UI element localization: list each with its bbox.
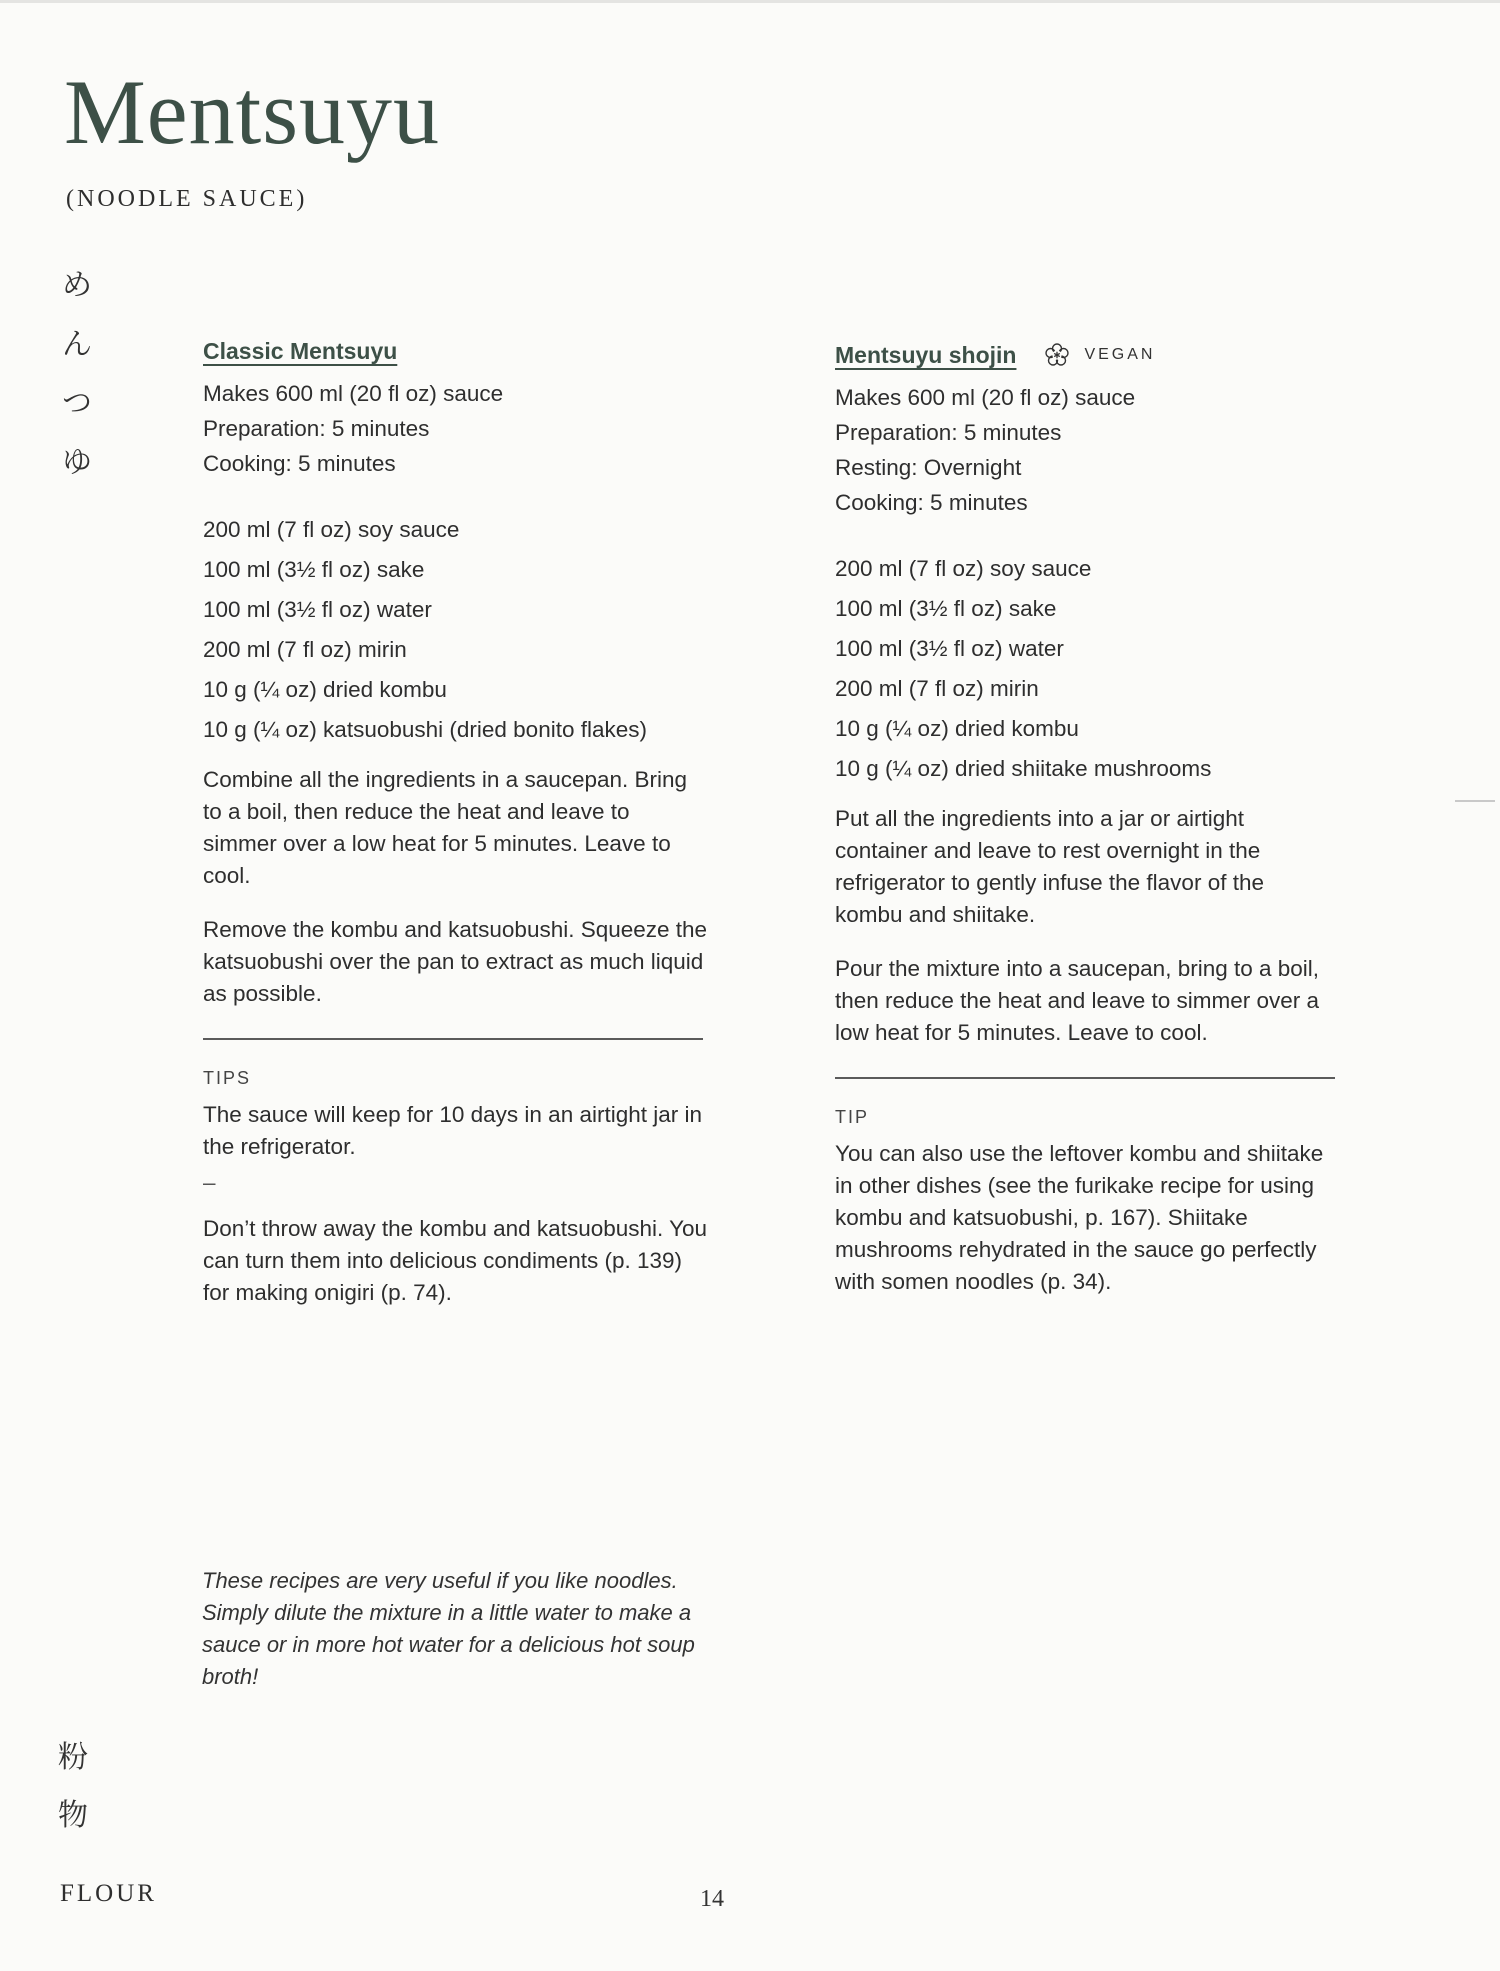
kanji-column [58,1740,88,1834]
ingredient-list [835,549,1335,789]
method-step: Pour the mixture into a saucepan, bring to a boil, then reduce the heat and leave to simmer over a low heat for 5 minutes. Leave to cool. [835,956,1320,1045]
divider [835,1077,1335,1079]
recipe-header [835,338,1335,372]
kana-char: め [62,268,92,303]
ingredient-item: 10 g (¼ oz) katsuobushi (dried bonito flakes) [203,717,647,742]
ingredient-item: 10 g (¼ oz) dried kombu [203,677,447,702]
meta-line: Cooking: 5 minutes [203,451,396,476]
kana-column [62,268,92,481]
ingredient-item: 100 ml (3½ fl oz) water [203,597,432,622]
meta-line: Makes 600 ml (20 fl oz) sauce [203,381,504,406]
scan-mark [1455,800,1495,802]
meta-line: Resting: Overnight [835,455,1022,480]
ingredient-item: 200 ml (7 fl oz) mirin [203,637,407,662]
recipe-title: Classic Mentsuyu [203,337,398,364]
section-label: FLOUR [60,1880,157,1907]
scan-edge [0,0,1500,3]
ingredient-item: 10 g (¼ oz) dried shiitake mushrooms [835,756,1212,781]
ingredient-item: 100 ml (3½ fl oz) sake [203,557,425,582]
meta-line: Makes 600 ml (20 fl oz) sauce [835,385,1136,410]
recipe-meta [835,380,1335,520]
vegan-badge: VEGAN [1084,346,1156,363]
tip-text: Don’t throw away the kombu and katsuobushi. You can turn them into delicious condiments (p. 139) for making onigiri (p. 74). [203,1216,708,1305]
ingredient-item: 100 ml (3½ fl oz) water [835,636,1064,661]
recipe-classic [203,334,709,1309]
ingredient-item: 200 ml (7 fl oz) mirin [835,676,1039,701]
page-number: 14 [700,1886,724,1912]
kana-char: ゆ [62,445,92,480]
ingredient-item: 200 ml (7 fl oz) soy sauce [835,556,1092,581]
page-subtitle: (NOODLE SAUCE) [66,186,308,212]
method-step: Combine all the ingredients in a saucepan. Bring to a boil, then reduce the heat and leave to simmer over a low heat for 5 minutes. Leave to cool. [203,767,688,888]
flower-icon [1044,342,1070,368]
meta-line: Preparation: 5 minutes [835,420,1062,445]
ingredient-item: 100 ml (3½ fl oz) sake [835,596,1057,621]
tip-separator: – [203,1170,216,1195]
kana-char: ん [62,327,92,362]
meta-line: Preparation: 5 minutes [203,416,430,441]
kana-char: つ [62,386,92,421]
recipe-shojin [835,338,1335,1298]
ingredient-item: 10 g (¼ oz) dried kombu [835,716,1079,741]
tips-label: TIP [835,1107,870,1127]
method-step: Remove the kombu and katsuobushi. Squeeze the katsuobushi over the pan to extract as much liquid as possible. [203,917,708,1006]
recipe-header [203,334,709,368]
method-step: Put all the ingredients into a jar or airtight container and leave to rest overnight in the refrigerator to gently infuse the flavor of the kombu and shiitake. [835,806,1264,927]
recipe-note: These recipes are very useful if you like noodles. Simply dilute the mixture in a little water to make a sauce or in more hot water for a delicious hot soup broth! [202,1568,695,1689]
kanji-char: 粉 [58,1740,88,1775]
meta-line: Cooking: 5 minutes [835,490,1028,515]
kanji-char: 物 [58,1798,88,1833]
recipe-meta [203,376,709,481]
ingredient-item: 200 ml (7 fl oz) soy sauce [203,517,460,542]
tip-text: The sauce will keep for 10 days in an airtight jar in the refrigerator. [203,1102,703,1159]
divider [203,1038,703,1040]
tips-label: TIPS [203,1068,252,1088]
ingredient-list [203,510,709,750]
recipe-title: Mentsuyu shojin [835,341,1017,368]
page-title: Mentsuyu [64,61,440,163]
tip-text: You can also use the leftover kombu and shiitake in other dishes (see the furikake recipe for using kombu and katsuobushi, p. 167). Shiitake mushrooms rehydrated in the sauce go perfectly with somen noodles (p. 34). [835,1141,1324,1294]
